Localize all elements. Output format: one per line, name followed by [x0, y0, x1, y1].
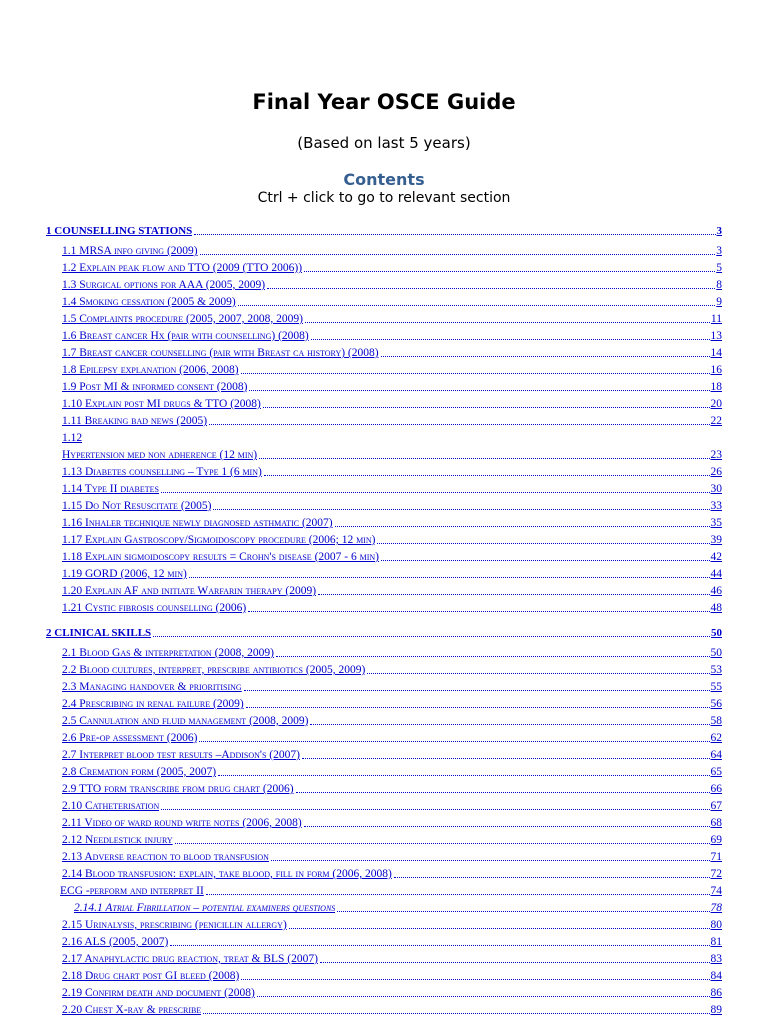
- table-of-contents: [0, 222, 768, 1024]
- toc-leader-dots: [304, 816, 710, 827]
- toc-entry-title: 1.1 MRSA info giving (2009): [62, 245, 198, 257]
- toc-entry-link[interactable]: [62, 763, 722, 779]
- toc-entry-title: 1.4 Smoking cessation (2005 & 2009): [62, 296, 236, 308]
- toc-page-number: 26: [710, 466, 722, 478]
- toc-entry-title: 1.16 Inhaler technique newly diagnosed asthmatic (2007): [62, 517, 333, 529]
- toc-page-number: 65: [710, 766, 722, 778]
- contents-note: Ctrl + click to go to relevant section: [257, 190, 511, 206]
- toc-entry-title: 2.20 Chest X-ray & prescribe: [62, 1004, 202, 1016]
- toc-entry-link[interactable]: [62, 916, 722, 932]
- toc-leader-dots: [259, 448, 709, 459]
- toc-entry-link[interactable]: [62, 984, 722, 1000]
- toc-entry-link[interactable]: [62, 967, 722, 983]
- toc-leader-dots: [257, 986, 710, 997]
- toc-entry-title: 1.8 Epilepsy explanation (2006, 2008): [62, 364, 239, 376]
- toc-page-number: 67: [710, 800, 722, 812]
- toc-entry-link[interactable]: [62, 395, 722, 411]
- toc-page-number: 44: [710, 568, 722, 580]
- toc-entry-link[interactable]: [62, 361, 722, 377]
- toc-page-number: 55: [710, 681, 722, 693]
- toc-entry-title: 2.3 Managing handover & prioritising: [62, 681, 242, 693]
- toc-page-number: 14: [710, 347, 722, 359]
- toc-page-number: 22: [710, 415, 722, 427]
- toc-leader-dots: [304, 261, 715, 272]
- toc-leader-dots: [175, 833, 710, 844]
- toc-page-number: 86: [710, 987, 722, 999]
- toc-page-number: 53: [710, 664, 722, 676]
- toc-entry-title: ECG -perform and interpret II: [60, 885, 204, 897]
- toc-leader-dots: [320, 952, 710, 963]
- toc-entry-title: 2.4 Prescribing in renal failure (2009): [62, 698, 244, 710]
- toc-section-link[interactable]: [46, 624, 722, 640]
- toc-entry-title: 1.2 Explain peak flow and TTO (2009 (TTO 2006)): [62, 262, 303, 274]
- toc-entry-title: 1.15 Do Not Resuscitate (2005): [62, 500, 212, 512]
- toc-entry-title: 2.16 ALS (2005, 2007): [62, 936, 169, 948]
- toc-leader-dots: [241, 363, 710, 374]
- toc-leader-dots: [209, 414, 709, 425]
- toc-leader-dots: [381, 346, 710, 357]
- toc-leader-dots: [244, 680, 710, 691]
- toc-leader-dots: [203, 1003, 709, 1014]
- toc-entry-title: 1.20 Explain AF and initiate Warfarin therapy (2009): [62, 585, 317, 597]
- toc-leader-dots: [271, 850, 710, 861]
- toc-entry-link[interactable]: [62, 644, 722, 660]
- toc-entry-link[interactable]: [62, 276, 722, 292]
- toc-page-number: 39: [710, 534, 722, 546]
- toc-page-number: 84: [710, 970, 722, 982]
- toc-entry-link[interactable]: [62, 378, 722, 394]
- toc-entry-title: 2.2 Blood cultures, interpret, prescribe antibiotics (2005, 2009): [62, 664, 366, 676]
- toc-entry-title: 2.19 Confirm death and document (2008): [62, 987, 255, 999]
- toc-entry-link[interactable]: [62, 797, 722, 813]
- toc-leader-dots: [249, 380, 709, 391]
- toc-leader-dots: [264, 465, 710, 476]
- toc-page-number: 33: [710, 500, 722, 512]
- toc-page-number: 81: [710, 936, 722, 948]
- toc-leader-dots: [189, 567, 710, 578]
- toc-entry-title: 2.7 Interpret blood test results –Addison's (2007): [62, 749, 300, 761]
- toc-leader-dots: [381, 550, 710, 561]
- toc-entry-title: 1.10 Explain post MI drugs & TTO (2008): [62, 398, 261, 410]
- toc-entry-link[interactable]: [62, 661, 722, 677]
- toc-page-number: 20: [710, 398, 722, 410]
- toc-entry-title: 2.17 Anaphylactic drug reaction, treat & BLS (2007): [62, 953, 318, 965]
- toc-entry-title: 2.9 TTO form transcribe from drug chart (2006): [62, 783, 294, 795]
- toc-leader-dots: [263, 397, 710, 408]
- toc-entry-link[interactable]: [62, 429, 722, 445]
- toc-entry-link[interactable]: [62, 814, 722, 830]
- toc-section-link[interactable]: [46, 222, 722, 238]
- toc-entry-title: 1.6 Breast cancer Hx (pair with counselling) (2008): [62, 330, 309, 342]
- toc-leader-dots: [311, 329, 710, 340]
- toc-entry-link[interactable]: [62, 933, 722, 949]
- toc-entry-link[interactable]: [62, 310, 722, 326]
- toc-page-number: 50: [710, 647, 722, 659]
- toc-entry-link[interactable]: [62, 950, 722, 966]
- toc-entry-title: 2.14 Blood transfusion: explain, take blood, fill in form (2006, 2008): [62, 868, 392, 880]
- toc-entry-title: 2.14.1 Atrial Fibrillation – potential examiners questions: [74, 902, 336, 914]
- toc-page-number: 16: [710, 364, 722, 376]
- toc-entry-title: 2.12 Needlestick injury: [62, 834, 173, 846]
- toc-page-number: 69: [710, 834, 722, 846]
- toc-leader-dots: [305, 312, 710, 323]
- toc-leader-dots: [248, 601, 709, 612]
- toc-page-number: 78: [710, 902, 722, 914]
- toc-entry-title: 1.17 Explain Gastroscopy/Sigmoidoscopy procedure (2006; 12 min): [62, 534, 376, 546]
- toc-entry-title: 1.18 Explain sigmoidoscopy results = Crohn's disease (2007 - 6 min): [62, 551, 379, 563]
- toc-entry-link[interactable]: [62, 729, 722, 745]
- toc-entry-link[interactable]: [62, 712, 722, 728]
- toc-entry-title: 2 CLINICAL SKILLS: [46, 627, 152, 639]
- toc-leader-dots: [241, 969, 709, 980]
- toc-page-number: 3: [716, 225, 722, 237]
- toc-page-number: 68: [710, 817, 722, 829]
- toc-page-number: 66: [710, 783, 722, 795]
- toc-leader-dots: [289, 918, 710, 929]
- toc-entry-title: 1.11 Breaking bad news (2005): [62, 415, 208, 427]
- toc-entry-title: 1.9 Post MI & informed consent (2008): [62, 381, 248, 393]
- toc-page-number: 64: [710, 749, 722, 761]
- toc-page-number: 58: [710, 715, 722, 727]
- toc-entry-title: 2.18 Drug chart post GI bleed (2008): [62, 970, 240, 982]
- document-subtitle: (Based on last 5 years): [297, 134, 471, 152]
- toc-page-number: 80: [710, 919, 722, 931]
- toc-entry-link[interactable]: [74, 899, 722, 915]
- toc-leader-dots: [337, 901, 709, 912]
- toc-entry-link[interactable]: [62, 242, 722, 258]
- toc-leader-dots: [238, 295, 715, 306]
- toc-page-number: 83: [710, 953, 722, 965]
- toc-page-number: 9: [716, 296, 722, 308]
- toc-page-number: 62: [710, 732, 722, 744]
- toc-entry-link[interactable]: [62, 1001, 722, 1017]
- toc-entry-title: 1.7 Breast cancer counselling (pair with Breast ca history) (2008): [62, 347, 379, 359]
- toc-page-number: 74: [710, 885, 722, 897]
- toc-leader-dots: [206, 884, 710, 895]
- toc-leader-dots: [218, 765, 709, 776]
- toc-entry-title: 2.8 Cremation form (2005, 2007): [62, 766, 217, 778]
- toc-page-number: 3: [716, 245, 722, 257]
- toc-page-number: 72: [710, 868, 722, 880]
- toc-entry-title: 2.10 Catheterisation: [62, 800, 160, 812]
- toc-leader-dots: [367, 663, 709, 674]
- toc-leader-dots: [302, 748, 710, 759]
- toc-leader-dots: [318, 584, 709, 595]
- toc-leader-dots: [161, 799, 709, 810]
- toc-leader-dots: [267, 278, 715, 289]
- toc-entry-link[interactable]: [62, 344, 722, 360]
- toc-leader-dots: [276, 646, 710, 657]
- toc-entry-link[interactable]: [62, 531, 722, 547]
- toc-page-number: 35: [710, 517, 722, 529]
- toc-entry-link[interactable]: [62, 259, 722, 275]
- toc-entry-link[interactable]: [62, 582, 722, 598]
- toc-page-number: 30: [710, 483, 722, 495]
- toc-entry-link[interactable]: [62, 746, 722, 762]
- toc-entry-title: 1.12: [62, 432, 83, 444]
- toc-entry-link[interactable]: [62, 480, 722, 496]
- toc-entry-link[interactable]: [60, 882, 722, 898]
- toc-page-number: 46: [710, 585, 722, 597]
- toc-entry-link[interactable]: [62, 565, 722, 581]
- toc-entry-link[interactable]: [62, 865, 722, 881]
- toc-entry-link[interactable]: [62, 412, 722, 428]
- toc-leader-dots: [296, 782, 710, 793]
- toc-leader-dots: [161, 482, 709, 493]
- toc-entry-title: 1.21 Cystic fibrosis counselling (2006): [62, 602, 247, 614]
- toc-leader-dots: [213, 499, 709, 510]
- toc-entry-link[interactable]: [62, 497, 722, 513]
- toc-page-number: 56: [710, 698, 722, 710]
- toc-entry-link[interactable]: [62, 780, 722, 796]
- document-title: Final Year OSCE Guide: [252, 90, 516, 114]
- toc-leader-dots: [200, 244, 716, 255]
- toc-entry-title: 2.11 Video of ward round write notes (2006, 2008): [62, 817, 302, 829]
- toc-page-number: 13: [710, 330, 722, 342]
- toc-entry-title: 1 COUNSELLING STATIONS: [46, 225, 193, 237]
- toc-entry-link[interactable]: [62, 831, 722, 847]
- toc-leader-dots: [153, 626, 710, 637]
- toc-entry-title: 1.3 Surgical options for AAA (2005, 2009): [62, 279, 266, 291]
- toc-entry-title: 2.6 Pre-op assessment (2006): [62, 732, 198, 744]
- toc-leader-dots: [335, 516, 710, 527]
- toc-leader-dots: [394, 867, 710, 878]
- toc-leader-dots: [377, 533, 709, 544]
- toc-entry-link[interactable]: [62, 695, 722, 711]
- toc-entry-link[interactable]: [62, 848, 722, 864]
- toc-entry-title: 2.1 Blood Gas & interpretation (2008, 2009): [62, 647, 274, 659]
- toc-page-number: 71: [710, 851, 722, 863]
- toc-entry-link[interactable]: [62, 327, 722, 343]
- toc-entry-title: 1.14 Type II diabetes: [62, 483, 160, 495]
- toc-entry-link[interactable]: [62, 514, 722, 530]
- toc-entry-title: 2.13 Adverse reaction to blood transfusion: [62, 851, 269, 863]
- toc-entry-link[interactable]: [62, 446, 722, 462]
- toc-page-number: 42: [710, 551, 722, 563]
- toc-page-number: 89: [710, 1004, 722, 1016]
- toc-entry-title: Hypertension med non adherence (12 min): [62, 449, 258, 461]
- toc-page-number: 23: [710, 449, 722, 461]
- toc-entry-link[interactable]: [62, 463, 722, 479]
- toc-leader-dots: [310, 714, 709, 725]
- toc-entry-link[interactable]: [62, 678, 722, 694]
- toc-entry-title: 2.15 Urinalysis, prescribing (penicillin allergy): [62, 919, 287, 931]
- toc-entry-link[interactable]: [62, 293, 722, 309]
- toc-leader-dots: [246, 697, 710, 708]
- toc-page-number: 48: [710, 602, 722, 614]
- contents-heading: Contents: [343, 170, 425, 189]
- toc-entry-title: 1.19 GORD (2006, 12 min): [62, 568, 187, 580]
- toc-page-number: 11: [710, 313, 722, 325]
- toc-page-number: 8: [716, 279, 722, 291]
- toc-entry-title: 1.5 Complaints procedure (2005, 2007, 2008, 2009): [62, 313, 303, 325]
- toc-entry-link[interactable]: [62, 599, 722, 615]
- toc-entry-title: 1.13 Diabetes counselling – Type 1 (6 min): [62, 466, 262, 478]
- toc-leader-dots: [170, 935, 709, 946]
- toc-entry-link[interactable]: [62, 548, 722, 564]
- toc-page-number: 18: [710, 381, 722, 393]
- toc-page-number: 50: [711, 627, 722, 639]
- toc-leader-dots: [199, 731, 709, 742]
- toc-page-number: 5: [716, 262, 722, 274]
- toc-entry-title: 2.5 Cannulation and fluid management (2008, 2009): [62, 715, 309, 727]
- toc-leader-dots: [194, 224, 715, 235]
